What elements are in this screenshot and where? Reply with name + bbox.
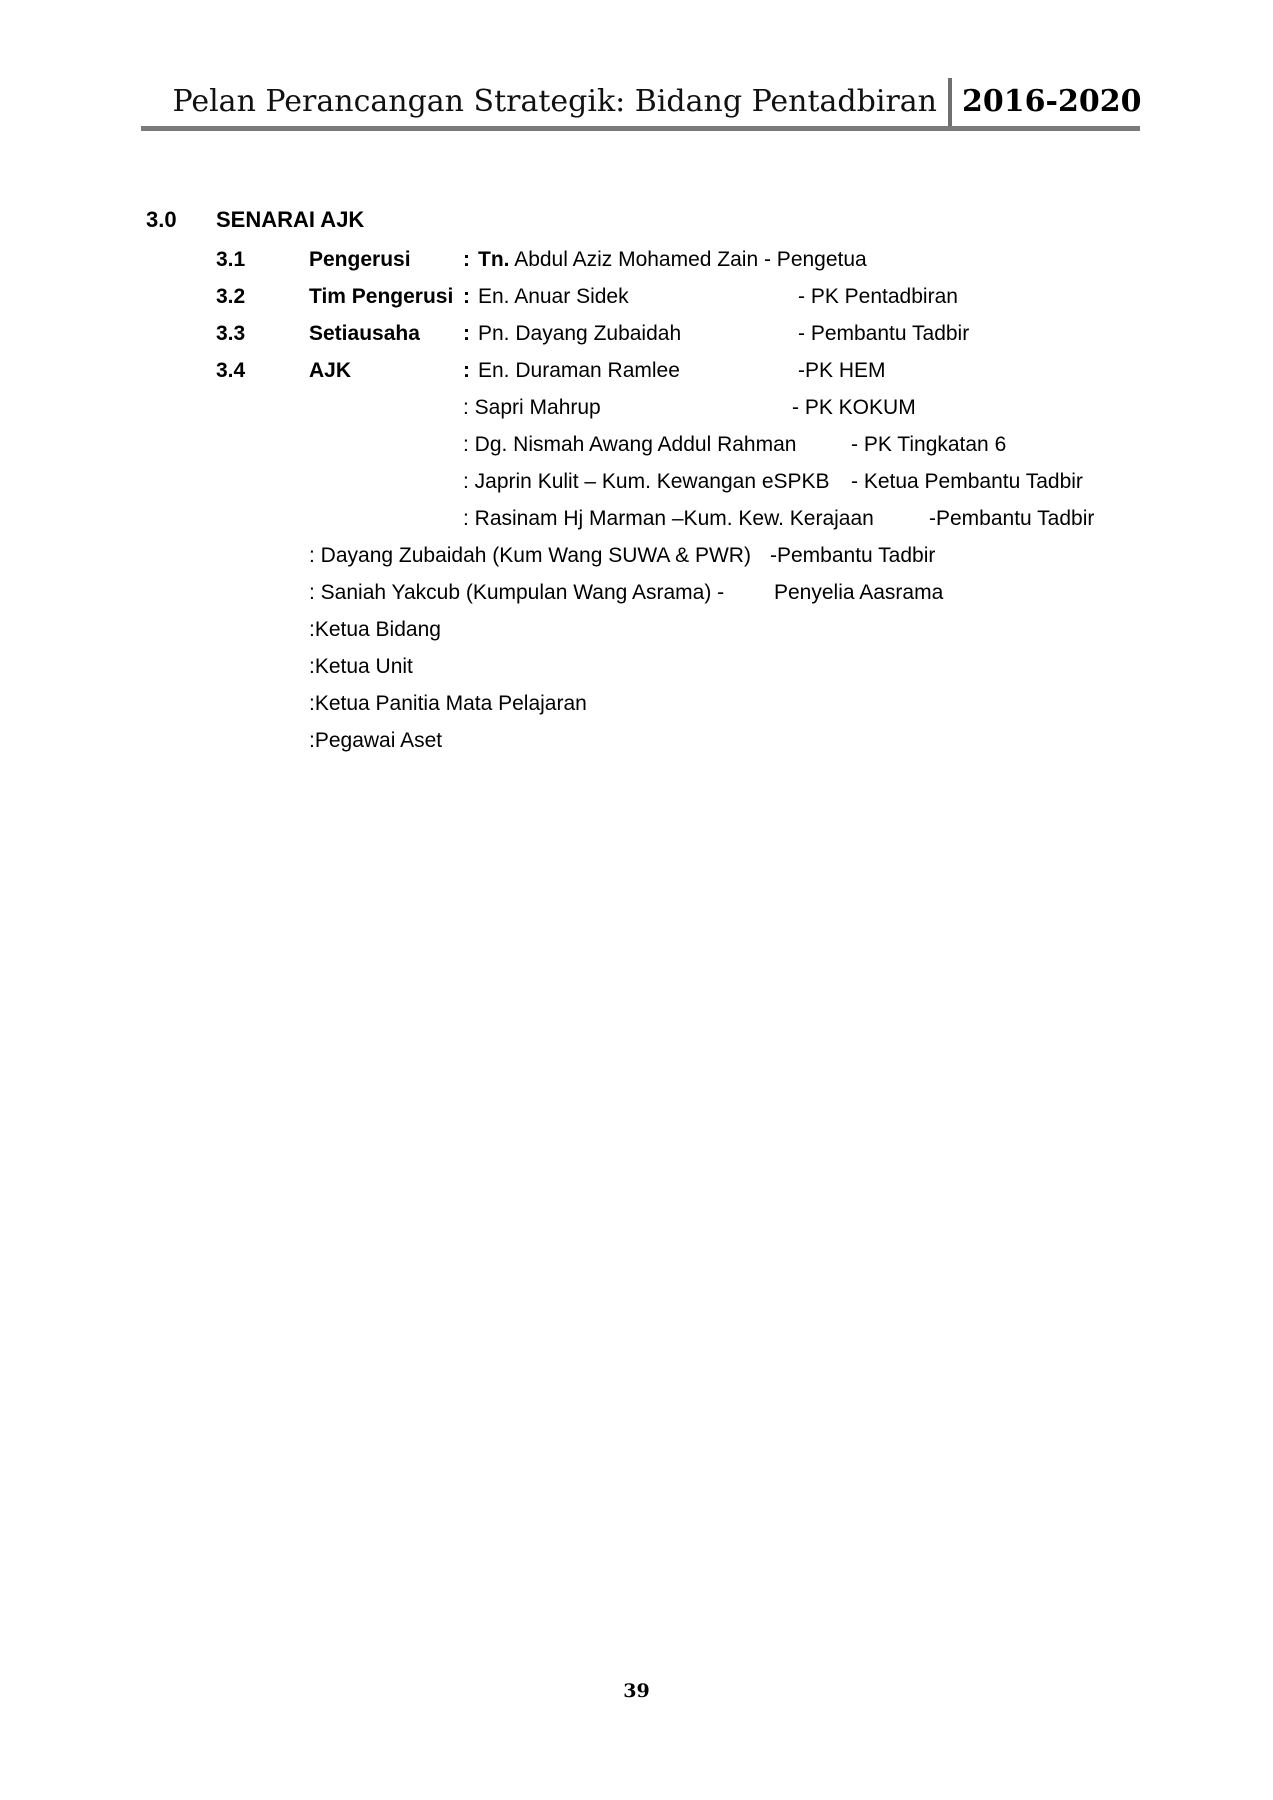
row-name: Abdul Aziz Mohamed Zain - Pengetua — [514, 248, 867, 271]
row-value — [478, 248, 867, 272]
row-number: 3.4 — [216, 359, 246, 382]
ajk-member-name: :Ketua Panitia Mata Pelajaran — [309, 692, 587, 715]
section-number: 3.0 — [146, 207, 177, 232]
row-number: 3.1 — [216, 248, 246, 271]
header-divider — [948, 78, 952, 128]
section-title: SENARAI AJK — [216, 207, 365, 232]
ajk-member-name: : Dayang Zubaidah (Kum Wang SUWA & PWR) — [309, 544, 751, 567]
row-label: Setiausaha — [309, 322, 420, 345]
ajk-member-role: - PK Tingkatan 6 — [851, 433, 1007, 456]
ajk-member-name: : Rasinam Hj Marman –Kum. Kew. Kerajaan — [463, 507, 874, 530]
header-year: 2016-2020 — [962, 84, 1142, 119]
ajk-member-role: -Pembantu Tadbir — [929, 507, 1095, 530]
row-role: -PK HEM — [798, 359, 886, 382]
row-number: 3.2 — [216, 285, 246, 308]
row-colon: : — [463, 359, 470, 382]
ajk-member-name: : Japrin Kulit – Kum. Kewangan eSPKB — [463, 470, 830, 493]
header-rule — [141, 126, 1140, 131]
row-name: En. Duraman Ramlee — [478, 359, 680, 382]
row-prefix: Tn. — [478, 248, 510, 271]
header-title: Pelan Perancangan Strategik: Bidang Pentadbiran — [172, 84, 937, 119]
ajk-member-role: Penyelia Aasrama — [774, 581, 944, 604]
row-colon: : — [463, 322, 470, 345]
row-number: 3.3 — [216, 322, 246, 345]
row-label: Tim Pengerusi — [309, 285, 454, 308]
ajk-member-name: :Ketua Unit — [309, 655, 413, 678]
row-name: Pn. Dayang Zubaidah — [478, 322, 682, 345]
ajk-member-name: : Saniah Yakcub (Kumpulan Wang Asrama) - — [309, 581, 725, 604]
row-label: AJK — [309, 359, 352, 382]
ajk-member-name: :Ketua Bidang — [309, 618, 441, 641]
row-role: - PK Pentadbiran — [798, 285, 958, 308]
ajk-member-name: : Sapri Mahrup — [463, 396, 601, 419]
row-role: - Pembantu Tadbir — [798, 322, 970, 345]
ajk-member-name: :Pegawai Aset — [309, 729, 443, 752]
row-name: En. Anuar Sidek — [478, 285, 629, 308]
ajk-member-name: : Dg. Nismah Awang Addul Rahman — [463, 433, 797, 456]
row-label: Pengerusi — [309, 248, 411, 271]
ajk-member-role: -Pembantu Tadbir — [770, 544, 936, 567]
row-colon: : — [463, 248, 470, 271]
ajk-member-role: - Ketua Pembantu Tadbir — [851, 470, 1083, 493]
ajk-member-role: - PK KOKUM — [792, 396, 916, 419]
page-number: 39 — [623, 1680, 650, 1702]
row-colon: : — [463, 285, 470, 308]
